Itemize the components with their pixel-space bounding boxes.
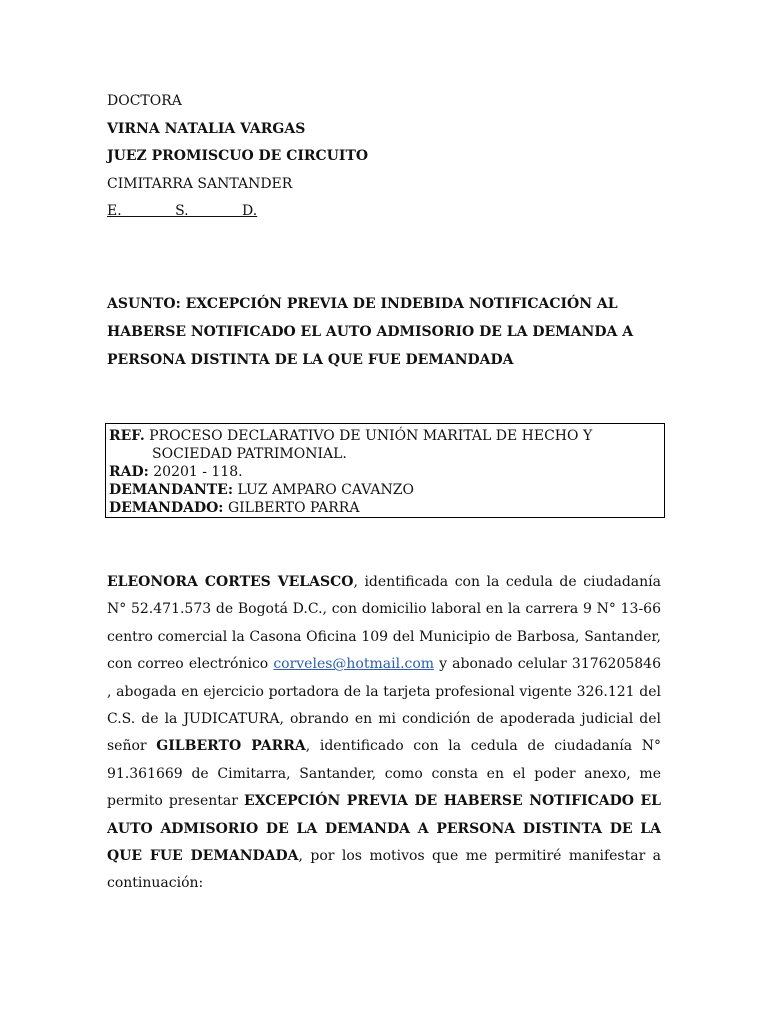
body-part-3: , identificado con la cedula de ciudadanía N° 91.361669 de Cimitarra, Santander, como consta en el poder anexo, me permito presentar	[107, 738, 661, 810]
subject-line-1: ASUNTO: EXCEPCIÓN PREVIA DE INDEBIDA NOTIFICACIÓN AL	[107, 296, 618, 312]
rad-label: RAD:	[109, 464, 149, 480]
plaintiff-label: DEMANDANTE:	[109, 482, 234, 498]
addressee-position: JUEZ PROMISCUO DE CIRCUITO	[107, 148, 369, 164]
client-name: GILBERTO PARRA	[156, 738, 306, 755]
ref-value-2: SOCIEDAD PATRIMONIAL.	[152, 446, 347, 462]
rad-value: 20201 - 118.	[153, 464, 243, 480]
addressee-title: DOCTORA	[107, 93, 182, 109]
addressee-city: CIMITARRA SANTANDER	[107, 175, 293, 192]
body-part-4: , por los motivos que me permitiré manifestar a continuación:	[107, 848, 661, 892]
body-part-2: y abonado celular 3176205846 , abogada en ejercicio portadora de la tarjeta profesional vigente 326.121 del C.S. de la JUDICATURA, obrando en mi condición de apoderada judicial del señor	[107, 656, 661, 755]
attorney-name: ELEONORA CORTES VELASCO	[107, 574, 354, 590]
addressee-block	[107, 90, 368, 228]
exception-title: EXCEPCIÓN PREVIA DE HABERSE NOTIFICADO EL AUTO ADMISORIO DE LA DEMANDA A PERSONA DISTINTA DE LA QUE FUE DEMANDADA	[107, 793, 661, 865]
email-link[interactable]: corveles@hotmail.com	[273, 656, 435, 673]
subject-block	[107, 290, 667, 374]
addressee-name: VIRNA NATALIA VARGAS	[107, 120, 306, 137]
esd-line: E. S. D.	[107, 203, 258, 219]
ref-label: REF.	[109, 428, 145, 444]
plaintiff-value: LUZ AMPARO CAVANZO	[237, 482, 415, 498]
subject-line-2: HABERSE NOTIFICADO EL AUTO ADMISORIO DE LA DEMANDA A	[107, 324, 634, 340]
ref-value-1: PROCESO DECLARATIVO DE UNIÓN MARITAL DE HECHO Y	[149, 428, 593, 444]
defendant-label: DEMANDADO:	[109, 500, 224, 516]
defendant-value: GILBERTO PARRA	[227, 500, 360, 516]
body-part-1: , identificada con la cedula de ciudadanía N° 52.471.573 de Bogotá D.C., con domicilio laboral en la carrera 9 N° 13-66 centro comercial la Casona Oficina 109 del Municipio de Barbosa, Santander, con correo electrónico	[107, 574, 661, 673]
body-paragraph	[107, 569, 661, 898]
reference-box	[105, 423, 665, 518]
subject-line-3: PERSONA DISTINTA DE LA QUE FUE DEMANDADA	[107, 352, 514, 368]
